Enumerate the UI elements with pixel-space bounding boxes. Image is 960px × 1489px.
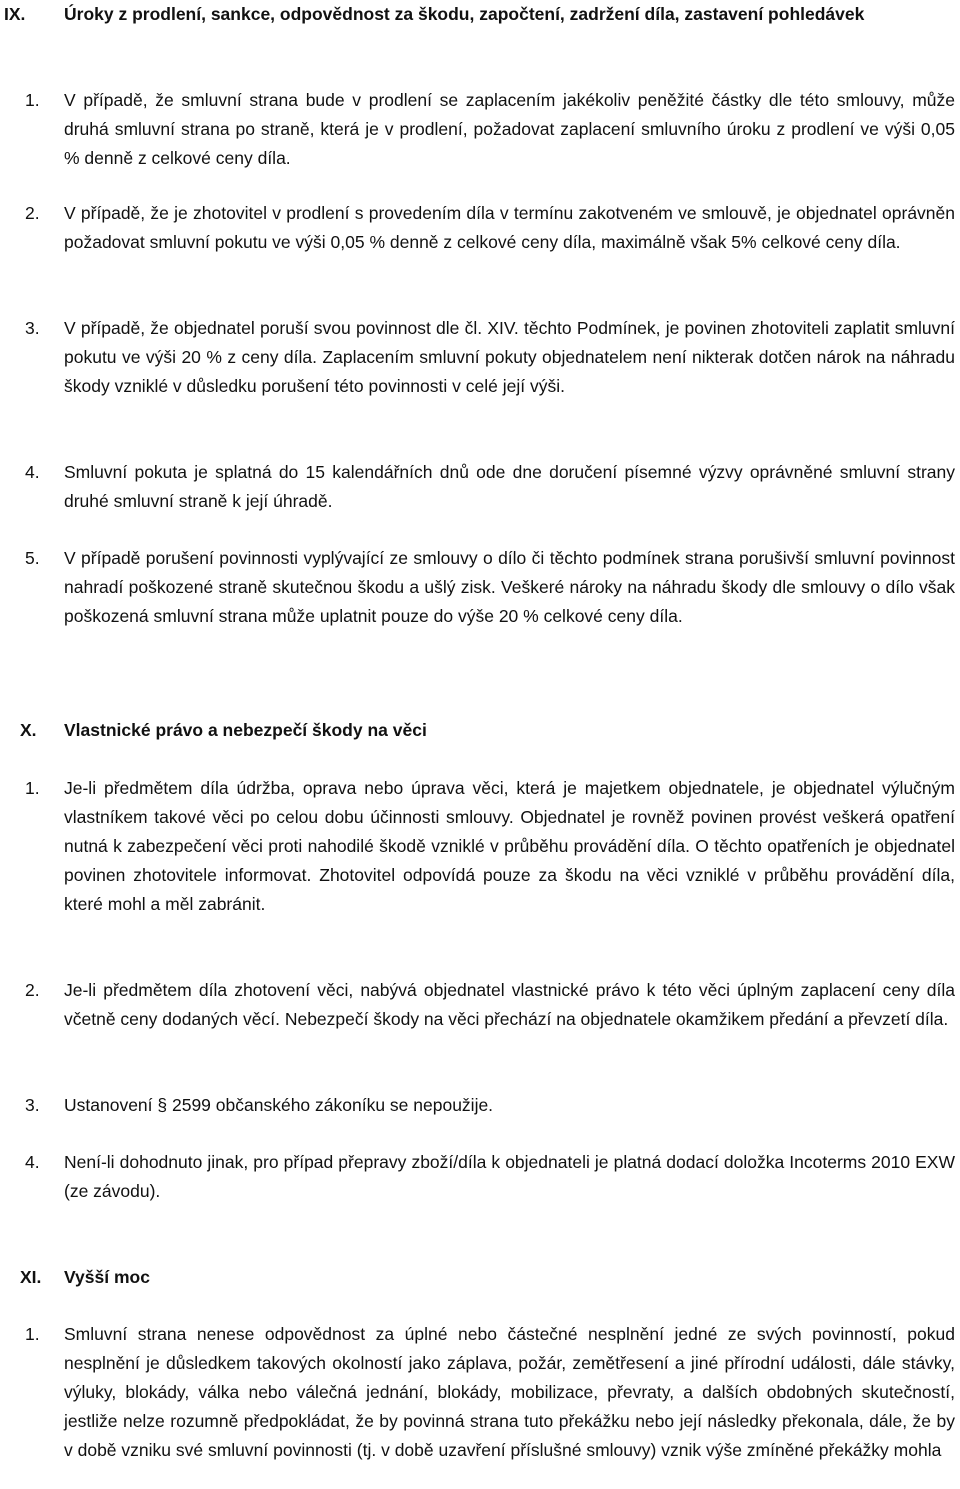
section-x-item-2 <box>0 976 960 1034</box>
section-title: Úroky z prodlení, sankce, odpovědnost za škodu, započtení, zadržení díla, zastavení pohledávek <box>64 4 865 24</box>
item-text: V případě, že smluvní strana bude v prodlení se zaplacením jakékoliv peněžité částky dle této smlouvy, může druhá smluvní strana po straně, která je v prodlení, požadovat zaplacení smluvního úroku z prodlení ve výši 0,05 % denně z celkové ceny díla. <box>64 90 955 168</box>
item-number: 2. <box>25 203 40 223</box>
section-ix-item-4 <box>0 458 960 516</box>
item-number: 2. <box>25 980 40 1000</box>
section-number: X. <box>20 720 37 740</box>
section-number: XI. <box>20 1267 42 1287</box>
item-number: 3. <box>25 1095 40 1115</box>
section-heading <box>0 716 960 745</box>
item-text: V případě, že objednatel poruší svou povinnost dle čl. XIV. těchto Podmínek, je povinen zhotoviteli zaplatit smluvní pokutu ve výši 20 % z ceny díla. Zaplacením smluvní pokuty objednatelem není nikterak dotčen nárok na náhradu škody vzniklé v důsledku porušení této povinnosti v celé její výši. <box>64 318 955 396</box>
item-number: 4. <box>25 462 40 482</box>
section-x <box>0 716 960 745</box>
section-heading <box>0 1263 960 1292</box>
section-xi <box>0 1263 960 1292</box>
item-text: Je-li předmětem díla zhotovení věci, nabývá objednatel vlastnické právo k této věci úplným zaplacení ceny díla včetně ceny dodaných věcí. Nebezpečí škody na věci přechází na objednatele okamžikem předání a převzetí díla. <box>64 980 955 1029</box>
item-number: 1. <box>25 90 40 110</box>
section-number: IX. <box>4 4 26 24</box>
item-number: 1. <box>25 778 40 798</box>
section-title: Vyšší moc <box>64 1267 150 1287</box>
item-number: 5. <box>25 548 40 568</box>
item-text: Je-li předmětem díla údržba, oprava nebo úprava věci, která je majetkem objednatele, je objednatel výlučným vlastníkem takové věci po celou dobu účinnosti smlouvy. Objednatel je rovněž povinen provést veškerá opatření nutná k zabezpečení věci proti nahodilé škodě vzniklé v průběhu provádění díla. O těchto opatřeních je objednatel povinen zhotovitele informovat. Zhotovitel odpovídá pouze za škodu na věci vzniklé v průběhu provádění díla, které mohl a měl zabránit. <box>64 778 955 914</box>
section-ix-item-3 <box>0 314 960 401</box>
list-item <box>0 1091 960 1120</box>
item-number: 1. <box>25 1324 40 1344</box>
section-ix-item-2 <box>0 199 960 257</box>
section-title: Vlastnické právo a nebezpečí škody na věci <box>64 720 427 740</box>
list-item <box>0 199 960 257</box>
section-x-item-1 <box>0 774 960 919</box>
item-text: V případě porušení povinnosti vyplývající ze smlouvy o dílo či těchto podmínek strana porušivší smluvní povinnost nahradí poškozené straně skutečnou škodu a ušlý zisk. Veškeré nároky na náhradu škody dle smlouvy o dílo však poškozená smluvní strana může uplatnit pouze do výše 20 % celkové ceny díla. <box>64 548 955 626</box>
section-x-item-3 <box>0 1091 960 1120</box>
list-item <box>0 774 960 919</box>
section-heading <box>0 0 960 29</box>
list-item <box>0 86 960 173</box>
section-ix-item-1 <box>0 86 960 173</box>
section-xi-item-1 <box>0 1320 960 1465</box>
list-item <box>0 458 960 516</box>
item-text: Není-li dohodnuto jinak, pro případ přepravy zboží/díla k objednateli je platná dodací doložka Incoterms 2010 EXW (ze závodu). <box>64 1152 955 1201</box>
section-ix-item-5 <box>0 544 960 631</box>
item-text: Smluvní pokuta je splatná do 15 kalendářních dnů ode dne doručení písemné výzvy oprávněné smluvní strany druhé smluvní straně k její úhradě. <box>64 462 955 511</box>
item-number: 4. <box>25 1152 40 1172</box>
item-text: Smluvní strana nenese odpovědnost za úplné nebo částečné nesplnění jedné ze svých povinností, pokud nesplnění je důsledkem takových okolností jako záplava, požár, zemětřesení a jiné přírodní události, dále stávky, výluky, blokády, válka nebo válečná jednání, blokády, mobilizace, převraty, a dalších obdobných skutečností, jestliže nelze rozumně předpokládat, že by povinná strana tuto překážku nebo její následky překonala, dále, že by v době vzniku své smluvní povinnosti (tj. v době uzavření příslušné smlouvy) vznik výše zmíněné překážky mohla <box>64 1324 955 1460</box>
item-text: Ustanovení § 2599 občanského zákoníku se nepoužije. <box>64 1095 494 1115</box>
list-item <box>0 1148 960 1206</box>
list-item <box>0 1320 960 1465</box>
section-ix <box>0 0 960 29</box>
list-item <box>0 314 960 401</box>
item-number: 3. <box>25 318 40 338</box>
section-x-item-4 <box>0 1148 960 1206</box>
item-text: V případě, že je zhotovitel v prodlení s provedením díla v termínu zakotveném ve smlouvě, je objednatel oprávněn požadovat smluvní pokutu ve výši 0,05 % denně z celkové ceny díla, maximálně však 5% celkové ceny díla. <box>64 203 955 252</box>
list-item <box>0 976 960 1034</box>
list-item <box>0 544 960 631</box>
